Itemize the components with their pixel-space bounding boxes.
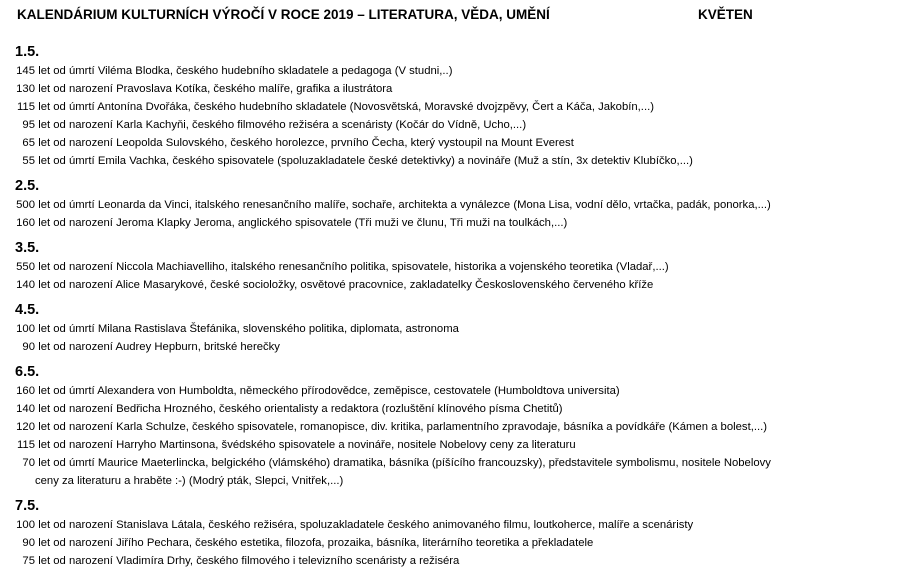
entry-text: let od úmrtí Maurice Maeterlincka, belgického (vlámského) dramatika, básníka (píšícího francouzsky), představitele symbolismu, nositele Nobelovy (38, 457, 771, 469)
anniversary-entry (15, 62, 895, 80)
anniversary-entry (15, 258, 895, 276)
entry-text: let od narození Karla Schulze, českého spisovatele, romanopisce, div. kritika, parlamentního zpravodaje, básníka a povídkáře (Kámen a bolest,...) (38, 421, 768, 433)
anniversary-entry (15, 418, 895, 436)
entry-text: let od úmrtí Milana Rastislava Štefánika, slovenského politika, diplomata, astronoma (38, 323, 459, 335)
years-count: 90 (22, 537, 35, 549)
anniversary-entry (15, 552, 895, 570)
anniversary-entry (15, 516, 895, 534)
entry-text: let od narození Jiřího Pechara, českého estetika, filozofa, prozaika, básníka, literárního teoretika a překladatele (38, 537, 594, 549)
entry-text: let od narození Karla Kachyňi, českého filmového režiséra a scenáristy (Kočár do Vídně, Ucho,...) (38, 119, 527, 131)
years-count: 145 (16, 65, 35, 77)
day-section (15, 239, 895, 294)
entry-text: let od úmrtí Emila Vachka, českého spisovatele (spoluzakladatele české detektivky) a novináře (Muž a stín, 3x detektiv Klubíčko,...) (38, 155, 693, 167)
years-count: 140 (16, 279, 35, 291)
day-section (15, 301, 895, 356)
anniversary-entry (15, 134, 895, 152)
anniversary-entry (15, 320, 895, 338)
entry-text: let od narození Alice Masarykové, české socioložky, osvětové pracovnice, zakladatelky Československého červeného kříže (38, 279, 654, 291)
years-count: 120 (16, 421, 35, 433)
entry-text: let od narození Harryho Martinsona, švédského spisovatele a novináře, nositele Nobelovy ceny za literaturu (38, 439, 576, 451)
entry-text: let od úmrtí Leonarda da Vinci, italského renesančního malíře, sochaře, architekta a vynálezce (Mona Lisa, vodní dělo, vrtačka, padák, ponorka,...) (38, 199, 771, 211)
document-header (17, 7, 897, 27)
years-count: 115 (16, 101, 35, 113)
years-count: 550 (16, 261, 35, 273)
years-count: 70 (22, 457, 35, 469)
month-label: KVĚTEN (698, 7, 753, 22)
entry-text: let od narození Pravoslava Kotíka, českého malíře, grafika a ilustrátora (38, 83, 393, 95)
entry-text: let od narození Niccola Machiavelliho, italského renesančního politika, spisovatele, historika a vojenského teoretika (Vladař,...) (38, 261, 669, 273)
anniversary-entry (15, 400, 895, 418)
entry-text: let od narození Audrey Hepburn, britské herečky (38, 341, 280, 353)
anniversary-list (15, 43, 895, 577)
anniversary-entry (15, 338, 895, 356)
years-count: 95 (22, 119, 35, 131)
entry-text: let od úmrtí Alexandera von Humboldta, německého přírodovědce, zeměpisce, cestovatele (Humboldtova universita) (38, 385, 620, 397)
entry-text: let od úmrtí Viléma Blodka, českého hudebního skladatele a pedagoga (V studni,..) (38, 65, 453, 77)
anniversary-entry (15, 436, 895, 454)
years-count: 500 (16, 199, 35, 211)
day-date: 3.5. (15, 240, 40, 256)
day-date: 2.5. (15, 178, 40, 194)
anniversary-entry (15, 80, 895, 98)
entry-text: let od narození Bedřicha Hrozného, českého orientalisty a redaktora (rozluštění klínového písma Chetitů) (38, 403, 563, 415)
entry-text: let od narození Stanislava Látala, českého režiséra, spoluzakladatele českého animovaného filmu, loutkoherce, malíře a scenáristy (38, 519, 694, 531)
anniversary-entry (15, 152, 895, 170)
years-count: 100 (16, 519, 35, 531)
entry-text: let od úmrtí Antonína Dvořáka, českého hudebního skladatele (Novosvětská, Moravské dvojzpěvy, Čert a Káča, Jakobín,...) (38, 101, 654, 113)
document-title: KALENDÁRIUM KULTURNÍCH VÝROČÍ V ROCE 2019 – LITERATURA, VĚDA, UMĚNÍ (17, 7, 550, 22)
years-count: 130 (16, 83, 35, 95)
years-count: 100 (16, 323, 35, 335)
anniversary-entry (15, 214, 895, 232)
anniversary-entry (15, 98, 895, 116)
anniversary-entry (15, 196, 895, 214)
entry-text: let od narození Jeroma Klapky Jeroma, anglického spisovatele (Tři muži ve člunu, Tři muži na toulkách,...) (38, 217, 568, 229)
years-count: 55 (22, 155, 35, 167)
years-count: 90 (22, 341, 35, 353)
anniversary-entry (15, 276, 895, 294)
anniversary-entry (15, 382, 895, 400)
day-date: 6.5. (15, 364, 40, 380)
years-count: 65 (22, 137, 35, 149)
day-date: 4.5. (15, 302, 40, 318)
years-count: 115 (16, 439, 35, 451)
years-count: 140 (16, 403, 35, 415)
day-section (15, 43, 895, 170)
entry-text: let od narození Vladimíra Drhy, českého filmového i televizního scenáristy a režiséra (38, 555, 460, 567)
years-count: 160 (16, 385, 35, 397)
anniversary-entry (15, 116, 895, 134)
entry-text-continuation: ceny za literaturu a hraběte :-) (Modrý pták, Slepci, Vnitřek,...) (35, 475, 344, 487)
day-section (15, 363, 895, 490)
day-section (15, 177, 895, 232)
entry-text: let od narození Leopolda Sulovského, českého horolezce, prvního Čecha, který vystoupil na Mount Everest (38, 137, 574, 149)
anniversary-entry (15, 534, 895, 552)
day-date: 7.5. (15, 498, 40, 514)
day-date: 1.5. (15, 44, 40, 60)
anniversary-entry (15, 454, 895, 472)
years-count: 75 (22, 555, 35, 567)
day-section (15, 497, 895, 570)
years-count: 160 (16, 217, 35, 229)
